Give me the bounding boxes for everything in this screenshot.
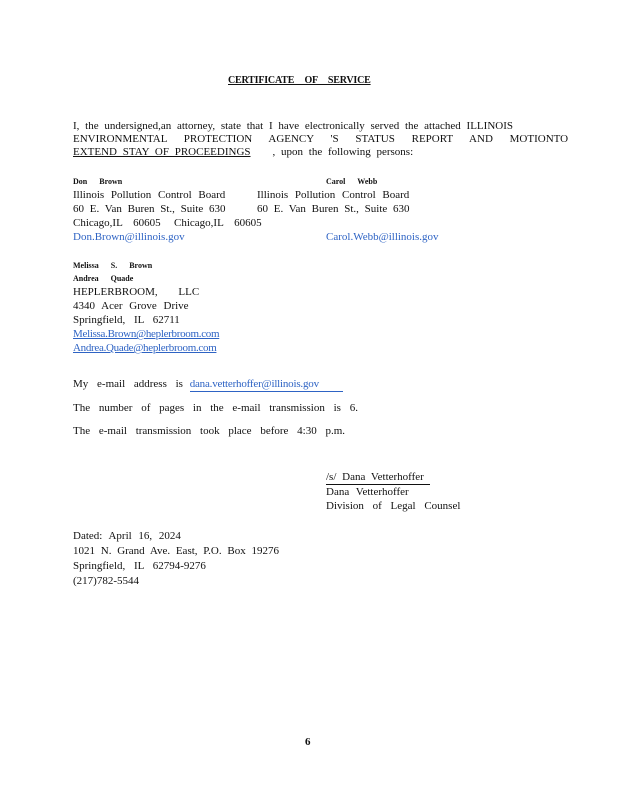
recipient-1-city: Chicago,IL 60605 xyxy=(73,217,161,229)
agency-city: Springfield, IL 62794-9276 xyxy=(73,560,206,572)
my-email-value[interactable]: dana.vetterhoffer@illinois.gov xyxy=(190,377,343,392)
recipient-2-name: Carol Webb xyxy=(326,177,378,186)
recipient-2-city: Chicago,IL 60605 xyxy=(174,217,262,229)
heplerbroom-name-2: Andrea Quade xyxy=(73,274,134,283)
recipient-1-email[interactable]: Don.Brown@illinois.gov xyxy=(73,231,185,243)
recipient-1-address: 60 E. Van Buren St., Suite 630 xyxy=(73,203,226,215)
motion-title: EXTEND STAY OF PROCEEDINGS xyxy=(73,146,251,158)
agency-phone: (217)782-5544 xyxy=(73,575,139,587)
time-line: The e-mail transmission took place before 4:30 p.m. xyxy=(73,425,346,437)
page-number: 6 xyxy=(305,736,311,748)
my-email-label: My e-mail address is xyxy=(73,378,183,390)
recipient-2-address: 60 E. Van Buren St., Suite 630 xyxy=(257,203,410,215)
heplerbroom-email-2[interactable]: Andrea.Quade@heplerbroom.com xyxy=(73,342,217,354)
intro-line-3-rest: , upon the following persons: xyxy=(272,146,414,158)
signature-line: /s/ Dana Vetterhoffer xyxy=(326,470,430,485)
intro-line-2: ENVIRONMENTAL PROTECTION AGENCY 'S STATUS REPORT AND MOTIONTO xyxy=(73,133,569,145)
agency-address: 1021 N. Grand Ave. East, P.O. Box 19276 xyxy=(73,545,279,557)
intro-line-3 xyxy=(73,146,505,159)
recipient-1-name: Don Brown xyxy=(73,177,123,186)
heplerbroom-city: Springfield, IL 62711 xyxy=(73,314,180,326)
signature-division: Division of Legal Counsel xyxy=(326,500,461,512)
intro-paragraph xyxy=(73,120,569,159)
heplerbroom-name-1: Melissa S. Brown xyxy=(73,261,153,270)
recipient-1-org: Illinois Pollution Control Board xyxy=(73,189,226,201)
intro-line-1: I, the undersigned,an attorney, state that I have electronically served the attached ILLINOIS xyxy=(73,120,513,132)
signature-name: Dana Vetterhoffer xyxy=(326,486,409,498)
my-email-line xyxy=(73,377,343,392)
recipient-2-email[interactable]: Carol.Webb@illinois.gov xyxy=(326,231,439,243)
heplerbroom-address: 4340 Acer Grove Drive xyxy=(73,300,189,312)
dated-line: Dated: April 16, 2024 xyxy=(73,530,181,542)
heplerbroom-email-1[interactable]: Melissa.Brown@heplerbroom.com xyxy=(73,328,220,340)
heplerbroom-org: HEPLERBROOM, LLC xyxy=(73,286,200,298)
recipient-2-org: Illinois Pollution Control Board xyxy=(257,189,410,201)
pages-line: The number of pages in the e-mail transmission is 6. xyxy=(73,402,358,414)
document-title: CERTIFICATE OF SERVICE xyxy=(228,75,371,86)
